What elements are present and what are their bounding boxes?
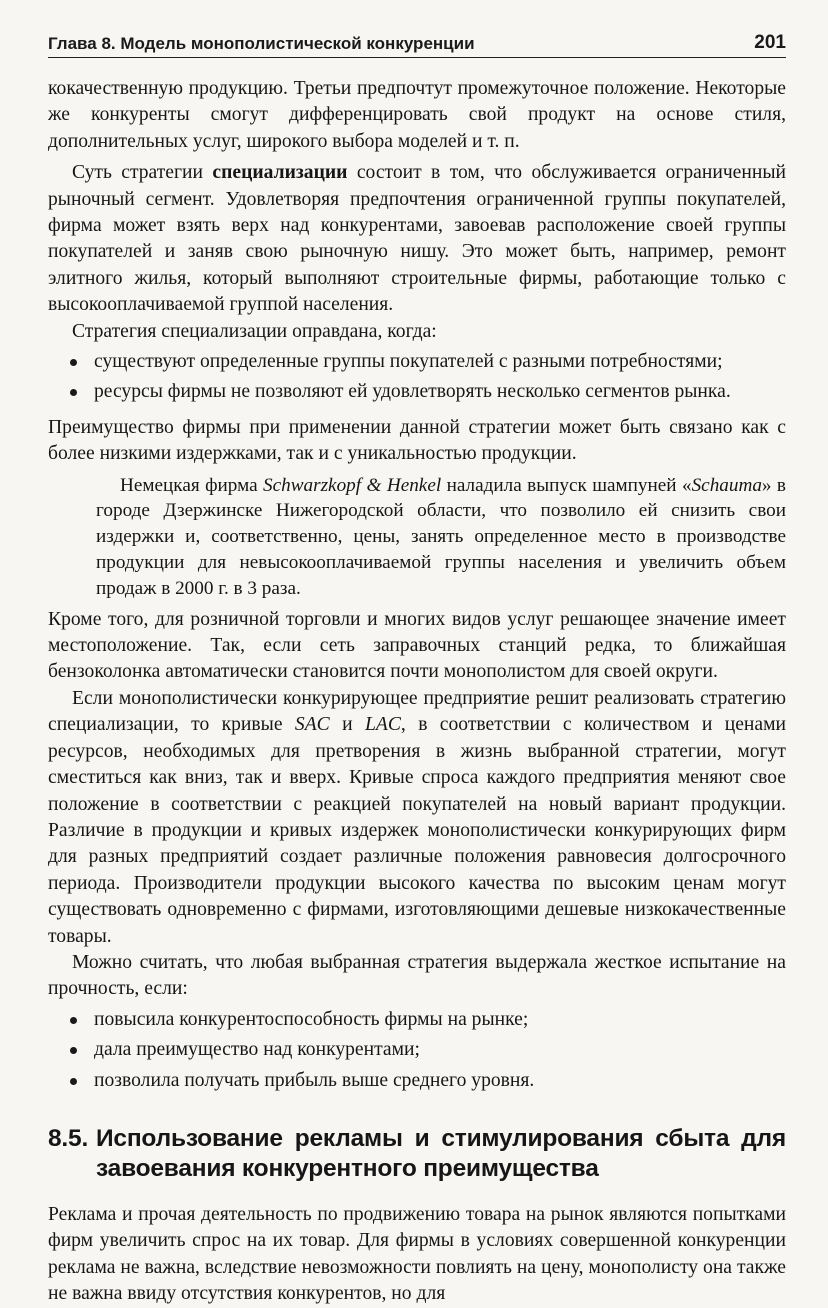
text-run: и	[329, 714, 365, 736]
list-item-text: позволила получать прибыль выше среднего уровня.	[94, 1069, 535, 1091]
bullet-icon	[70, 389, 77, 396]
text-run: Если монополистически конкурирующее предприятие решит реализовать стратегию специализации, то кривые	[48, 687, 786, 736]
bullet-icon	[70, 1047, 77, 1054]
paragraph	[48, 686, 786, 950]
italic-term: Schauma	[691, 474, 762, 496]
paragraph: кокачественную продукцию. Третьи предпочтут промежуточное положение. Некоторые же конкуренты смогут дифференцировать свой продукт на основе стиля, дополнительных услуг, широкого выбора моделей и т. п.	[48, 78, 786, 152]
bullet-list	[48, 349, 786, 406]
bullet-list	[48, 1007, 786, 1094]
text-run: наладила выпуск шампуней «	[441, 474, 692, 496]
paragraph: Кроме того, для розничной торговли и многих видов услуг решающее значение имеет местоположение. Так, если сеть заправочных станций редка, то ближайшая бензоколонка автоматически становится почти монополистом для своей округи.	[48, 608, 786, 683]
list-item-text: существуют определенные группы покупателей с разными потребностями;	[94, 351, 723, 373]
italic-term: SAC	[294, 714, 330, 736]
bullet-icon	[70, 359, 77, 366]
text-run: , в соответствии с количеством и ценами ресурсов, необходимых для претворения в жизнь выбранной стратегии, могут сместиться как вниз, так и вверх. Кривые спроса каждого предприятия меняют свое положение в соответствии с реакцией покупателей на новый вариант продукции. Различие в продукции и кривых издержек монополистически конкурирующих фирм для разных предприятий создает различные положения равновесия долгосрочного периода. Производители продукции высокого качества по высоким ценам могут существовать одновременно с фирмами, изготовляющими дешевые низкокачественные товары.	[48, 714, 786, 947]
list-item-text: повысила конкурентоспособность фирмы на рынке;	[94, 1008, 529, 1030]
bullet-icon	[70, 1078, 77, 1085]
list-item	[48, 1037, 786, 1063]
list-item	[48, 379, 786, 405]
text-run: Суть стратегии	[72, 162, 213, 184]
list-item	[48, 1068, 786, 1094]
italic-term: LAC	[364, 714, 401, 736]
running-header	[48, 28, 786, 58]
paragraph: Стратегия специализации оправдана, когда:	[72, 320, 437, 342]
text-run: » в городе Дзержинске Нижегородской области, что позволило ей снизить свои издержки и, соответственно, цены, занять определенное место в производстве продукции для невысокооплачиваемой группы населения и увеличить объем продаж в 2000 г. в 3 раза.	[96, 474, 786, 599]
paragraph: Можно считать, что любая выбранная стратегия выдержала жесткое испытание на прочность, если:	[48, 951, 786, 1000]
paragraph: Реклама и прочая деятельность по продвижению товара на рынок являются попытками фирм увеличить спрос на их товар. Для фирмы в условиях совершенной конкуренции реклама не важна, вследствие невозможности повлиять на цену, монополисту она также не важна ввиду отсутствия конкурентов, но для	[48, 1203, 786, 1305]
example-block	[96, 473, 786, 602]
paragraph: Преимущество фирмы при применении данной стратегии может быть связано как с более низкими издержками, так и с уникальностью продукции.	[48, 416, 786, 465]
list-item	[48, 1007, 786, 1033]
section-title: Использование рекламы и стимулирования сбыта для завоевания конкурентного преимущества	[96, 1124, 786, 1182]
bold-term: специализации	[212, 162, 348, 184]
page-number: 201	[754, 32, 786, 53]
text-run: состоит в том, что обслуживается ограниченный рыночный сегмент. Удовлетворяя предпочтения ограниченной группы покупателей, фирма может взять верх над конкурентами, завоевав расположение своей группы покупателей и заняв свою рыночную нишу. Это может быть, например, ремонт элитного жилья, который выполняют строительные фирмы, работающие только с высокооплачиваемой группой населения.	[48, 162, 786, 316]
paragraph-specialization	[48, 160, 786, 318]
page-body	[48, 76, 786, 1308]
italic-term: Schwarzkopf & Henkel	[263, 474, 442, 496]
list-item-text: ресурсы фирмы не позволяют ей удовлетворять несколько сегментов рынка.	[94, 381, 731, 403]
list-item-text: дала преимущество над конкурентами;	[94, 1039, 420, 1061]
chapter-title: Глава 8. Модель монополистической конкуренции	[48, 34, 475, 53]
section-number: 8.5.	[48, 1124, 89, 1152]
bullet-icon	[70, 1017, 77, 1024]
text-run: Немецкая фирма	[120, 474, 264, 496]
list-item	[48, 349, 786, 375]
section-heading	[48, 1124, 786, 1184]
